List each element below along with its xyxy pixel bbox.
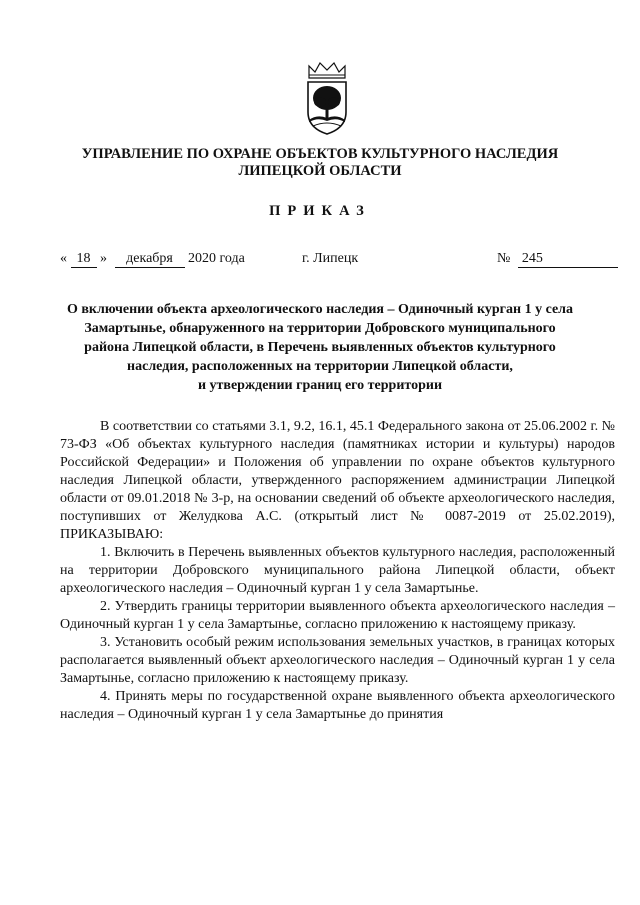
clause-paragraph-1: 1. Включить в Перечень выявленных объектов культурного наследия, расположенный на территории Добровского муниципального района Липецкой области, объект археологического наследия – Одиночный курган 1 у села Замартынье. <box>60 545 615 596</box>
clause-paragraph-2: 2. Утвердить границы территории выявленного объекта археологического наследия – Одиночный курган 1 у села Замартынье, согласно приложению к настоящему приказу. <box>60 599 615 632</box>
lipetsk-coat-of-arms-icon <box>305 60 349 136</box>
order-month: декабря <box>115 251 185 268</box>
number-sign: № <box>497 251 511 266</box>
heading-line: и утверждении границ его территории <box>197 378 443 393</box>
heading-line: О включении объекта археологического наследия – Одиночный курган 1 у села <box>66 302 574 317</box>
heading-line: наследия, расположенных на территории Липецкой области, <box>127 359 513 374</box>
order-number <box>497 250 618 268</box>
quote-open: « <box>60 251 67 266</box>
order-year: 2020 года <box>188 251 245 266</box>
clause-paragraph-4: 4. Принять меры по государственной охране выявленного объекта археологического наследия – Одиночный курган 1 у села Замартынье до принятия <box>60 689 615 722</box>
clause-paragraph-3: 3. Установить особый режим использования земельных участков, в границах которых располагается выявленный объект археологического наследия – Одиночный курган 1 у села Замартынье, согласно приложению к настоящему приказу. <box>60 635 615 686</box>
order-title: ПРИКАЗ <box>269 203 371 219</box>
preamble-paragraph: В соответствии со статьями 3.1, 9.2, 16.1, 45.1 Федерального закона от 25.06.2002 г. № 73-ФЗ «Об объектах культурного наследия (памятниках истории и культуры) народов Российской Федерации» и Положения об управлении по охране объектов культурного наследия Липецкой области, утвержденного распоряжением администрации Липецкой области от 09.01.2018 № 3-р, на основании сведений об объекте археологического наследия, поступивших от Желудкова А.С. (открытый лист № 0087-2019 от 25.02.2019), ПРИКАЗЫВАЮ: <box>60 419 615 542</box>
heading-line: района Липецкой области, в Перечень выявленных объектов культурного <box>84 340 556 355</box>
order-day: 18 <box>71 251 97 268</box>
heading-line: Замартынье, обнаруженного на территории Добровского муниципального <box>84 321 556 336</box>
organization-title-line-2: ЛИПЕЦКОЙ ОБЛАСТИ <box>238 163 402 179</box>
order-heading <box>55 300 585 395</box>
order-city: г. Липецк <box>302 251 359 266</box>
quote-close: » <box>100 251 107 266</box>
organization-title <box>60 146 580 180</box>
organization-title-line-1: УПРАВЛЕНИЕ ПО ОХРАНЕ ОБЪЕКТОВ КУЛЬТУРНОГО НАСЛЕДИЯ <box>81 146 559 162</box>
order-date <box>60 250 245 268</box>
order-number-value: 245 <box>518 251 618 268</box>
order-body <box>60 418 615 724</box>
